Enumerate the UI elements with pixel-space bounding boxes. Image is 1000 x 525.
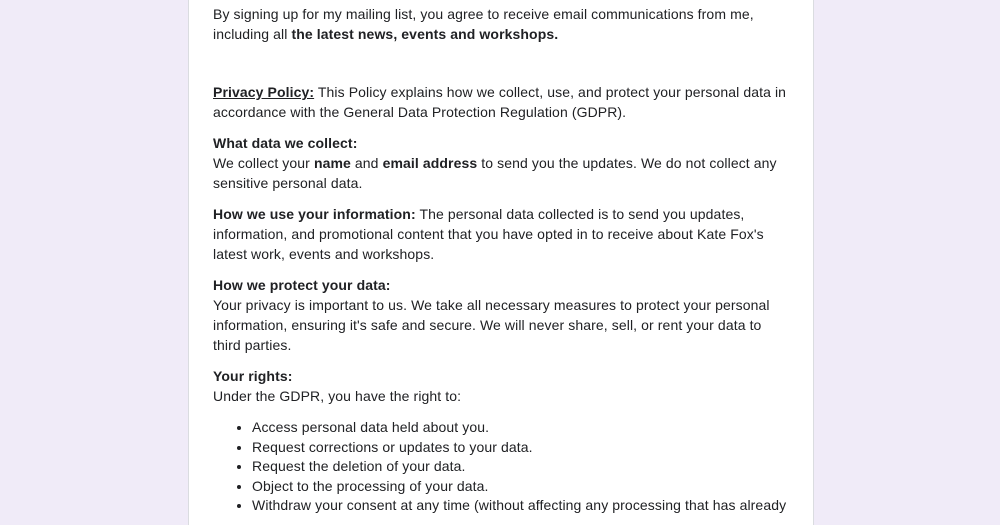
rights-heading: Your rights: (213, 368, 293, 384)
privacy-policy-text: This Policy explains how we collect, use, and protect your personal data in accordance with the General Data Protection Regulation (GDPR). (213, 84, 787, 120)
protect-text: Your privacy is important to us. We take all necessary measures to protect your personal information, ensuring it's safe and secure. We will never share, sell, or rent your data to third parties. (213, 297, 770, 353)
rights-text: Under the GDPR, you have the right to: (213, 388, 462, 404)
collect-bold-name: name (313, 155, 351, 171)
list-item: • Request corrections or updates to your data. (252, 438, 793, 458)
collect-text-3: to send you the updates. We do not collect any sensitive personal data. (213, 155, 777, 191)
intro-paragraph (213, 4, 793, 44)
rights-section (213, 366, 793, 516)
privacy-policy-heading: Privacy Policy: (213, 84, 315, 100)
use-section (213, 204, 793, 264)
protect-section (213, 275, 793, 355)
use-heading: How we use your information: (213, 206, 416, 222)
use-text: The personal data collected is to send you updates, information, and promotional content that you have opted in to receive about Kate Fox's latest work, events and workshops. (213, 206, 764, 262)
use-paragraph (213, 204, 793, 264)
form-description-card (188, 0, 814, 525)
protect-heading: How we protect your data: (213, 277, 391, 293)
collect-text-1: We collect your (213, 155, 314, 171)
collect-paragraph (213, 153, 793, 193)
intro-bold-text: the latest news, events and workshops. (291, 26, 559, 42)
list-item: • Object to the processing of your data. (252, 477, 793, 497)
privacy-policy-paragraph (213, 82, 793, 122)
rights-list (213, 418, 793, 516)
list-item: • Access personal data held about you. (252, 418, 793, 438)
list-item: • Withdraw your consent at any time (without affecting any processing that has already (252, 496, 793, 516)
collect-heading: What data we collect: (213, 135, 358, 151)
intro-text: By signing up for my mailing list, you agree to receive email communications from me, including all (213, 6, 754, 42)
collect-bold-email: email address (382, 155, 478, 171)
form-description (213, 4, 793, 516)
collect-text-2: and (350, 155, 383, 171)
list-item: • Request the deletion of your data. (252, 457, 793, 477)
collect-section (213, 133, 793, 193)
